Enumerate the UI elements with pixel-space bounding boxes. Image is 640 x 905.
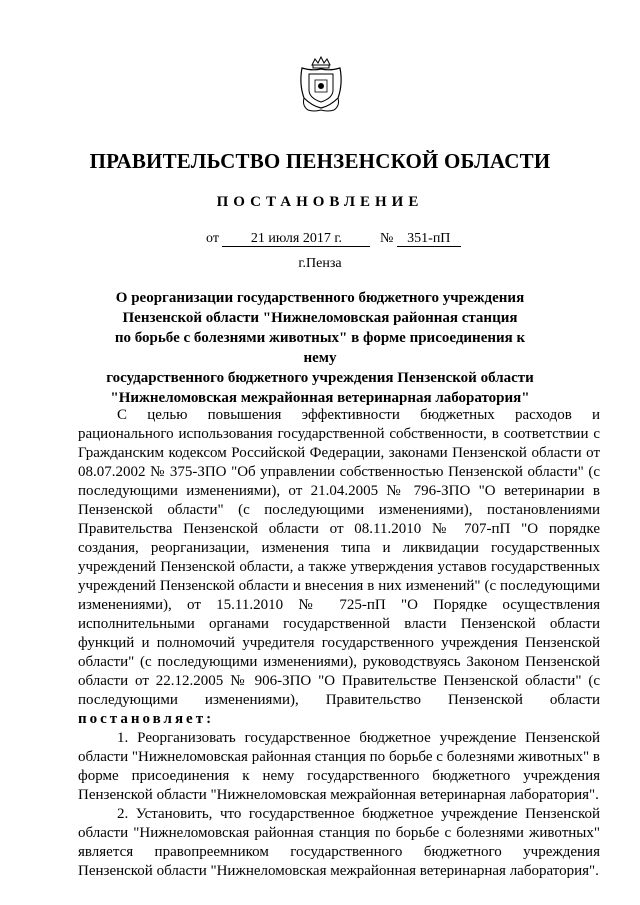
preamble-text: С целью повышения эффективности бюджетных расходов и рационального использования государственной собственности, в соответствии с Гражданским кодексом Российской Федерации, законами Пензенской области от 08.07.2002 № 375-ЗПО "Об управлении собственностью Пензенской области" (с последующими изменениями), от 21.04.2005 № 796-ЗПО "О ветеринарии в Пензенской области" (с последующими изменениями), постановлениями Правительства Пензенской области от 08.11.2010 № 707-пП "О порядке создания, реорганизации, изменения типа и ликвидации государственных учреждений Пензенской области, а также утверждения уставов государственных учреждений Пензенской области и внесения в них изменений" (с последующими изменениями), от 15.11.2010 № 725-пП "О Порядке осуществления исполнительными органами государственной власти Пензенской области функций и полномочий учредителя государственного учреждения Пензенской области" (с последующими изменениями), руководствуясь Законом Пензенской области от 22.12.2005 № 906-ЗПО "О Правительстве Пензенской области" (с последующими изменениями), Правительство Пензенской области: [78, 407, 600, 708]
item-2: 2. Установить, что государственное бюджетное учреждение Пензенской области "Нижнеломовская районная станция по борьбе с болезнями животных" является правопреемником государственного бюджетного учреждения Пензенской области "Нижнеломовская межрайонная ветеринарная лаборатория".: [78, 806, 600, 879]
resolves-word: постановляет:: [78, 711, 215, 727]
title-line: О реорганизации государственного бюджетного учреждения: [115, 290, 525, 306]
title-line: по борьбе с болезнями животных" в форме присоединения к нему: [114, 330, 526, 366]
title-line: "Нижнеломовская межрайонная ветеринарная лаборатория": [110, 390, 530, 406]
date-prefix: от: [206, 231, 219, 246]
preamble-paragraph: [78, 406, 600, 729]
item-1: 1. Реорганизовать государственное бюджетное учреждение Пензенской области "Нижнеломовская районная станция по борьбе с болезнями животных" в форме присоединения к нему государственного бюджетного учреждения Пензенской области "Нижнеломовская межрайонная ветеринарная лаборатория".: [78, 730, 600, 803]
document-date: 21 июля 2017 г.: [222, 231, 370, 247]
date-number-line: [206, 231, 461, 247]
document-title: [100, 288, 540, 408]
document-type: ПОСТАНОВЛЕНИЕ: [216, 194, 424, 210]
document-number: 351-пП: [397, 231, 461, 247]
city: г.Пенза: [298, 256, 342, 271]
penza-coat-of-arms-icon: [298, 56, 344, 114]
title-line: государственного бюджетного учреждения Пензенской области: [106, 370, 534, 386]
title-line: Пензенской области "Нижнеломовская районная станция: [122, 310, 518, 326]
document-body: [78, 406, 600, 881]
number-prefix: №: [379, 231, 394, 246]
government-name: ПРАВИТЕЛЬСТВО ПЕНЗЕНСКОЙ ОБЛАСТИ: [89, 149, 551, 173]
